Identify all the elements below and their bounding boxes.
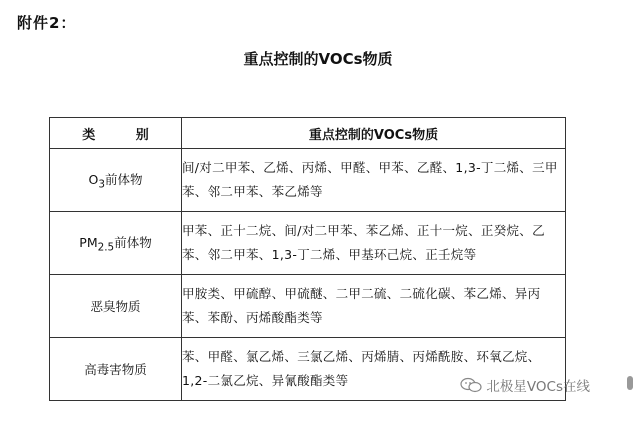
watermark xyxy=(460,375,590,395)
watermark-text: 北极星VOCs在线 xyxy=(486,379,590,395)
category-cell: 高毒害物质 xyxy=(50,338,182,401)
header-substances: 重点控制的VOCs物质 xyxy=(182,118,566,149)
wechat-icon xyxy=(460,377,482,393)
substances-cell: 甲苯、正十二烷、间/对二甲苯、苯乙烯、正十一烷、正癸烷、乙苯、邻二甲苯、1,3-丁二烯、甲基环己烷、正壬烷等 xyxy=(182,212,566,275)
appendix-label: 附件2： xyxy=(17,14,77,32)
category-cell: $O_3$前体物 xyxy=(50,149,182,212)
table-row xyxy=(50,212,566,275)
table-row xyxy=(50,149,566,212)
category-cell: $PM_{2.5}$前体物 xyxy=(50,212,182,275)
substances-cell: 苯、甲醛、氯乙烯、三氯乙烯、丙烯腈、丙烯酰胺、环氧乙烷、1,2-二氯乙烷、异氰酸酯类等 xyxy=(182,338,566,401)
substances-cell: 甲胺类、甲硫醇、甲硫醚、二甲二硫、二硫化碳、苯乙烯、异丙苯、苯酚、丙烯酸酯类等 xyxy=(182,275,566,338)
table-header-row xyxy=(50,118,566,149)
voc-table xyxy=(49,117,566,401)
substances-cell: 间/对二甲苯、乙烯、丙烯、甲醛、甲苯、乙醛、1,3-丁二烯、三甲苯、邻二甲苯、苯乙烯等 xyxy=(182,149,566,212)
category-cell: 恶臭物质 xyxy=(50,275,182,338)
scrollbar[interactable] xyxy=(627,376,633,390)
header-category: 类 别 xyxy=(50,118,182,149)
table-row xyxy=(50,275,566,338)
page-title: 重点控制的VOCs物质 xyxy=(243,50,393,68)
